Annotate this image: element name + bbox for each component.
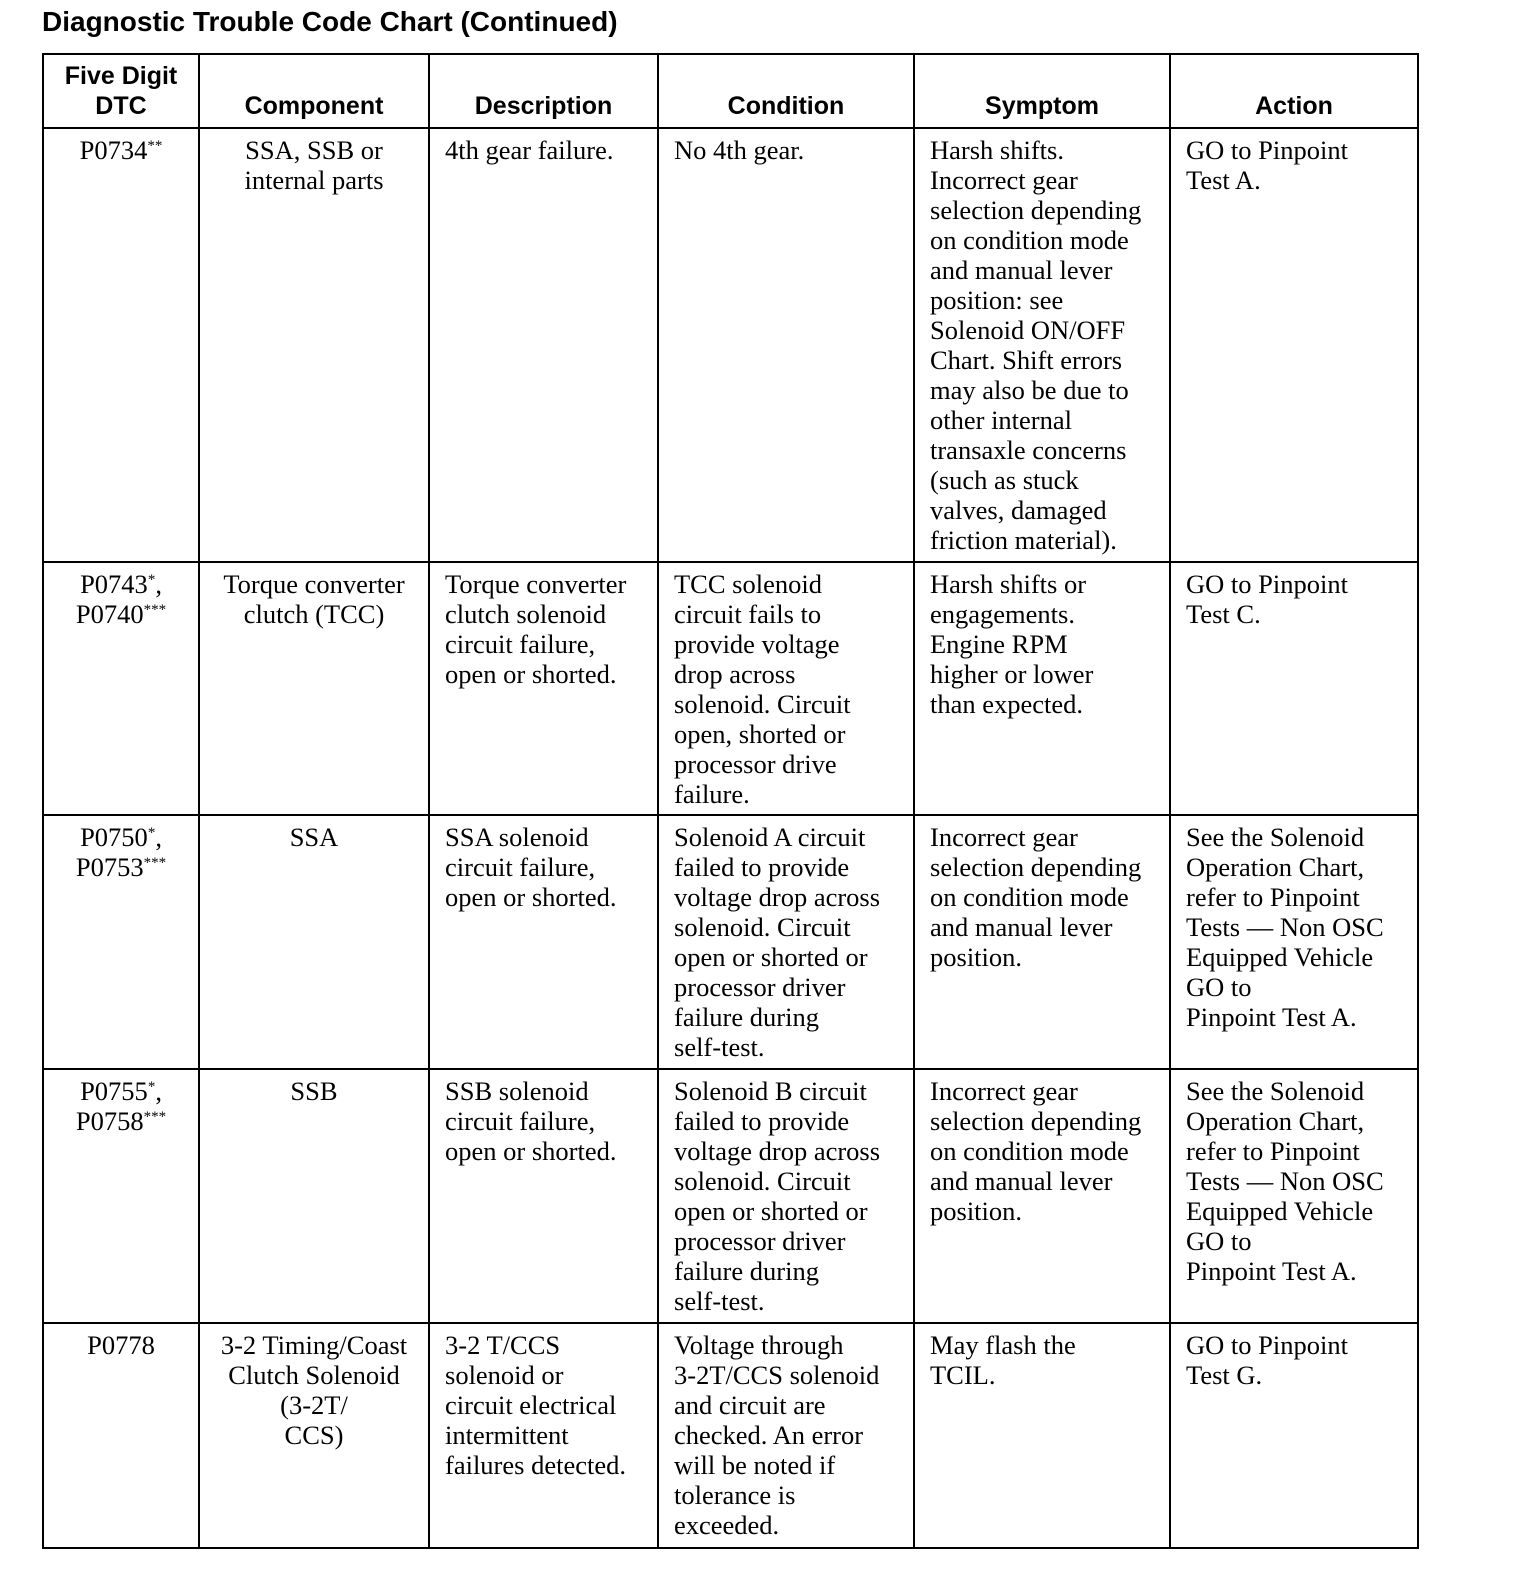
symptom-text: and manual lever [930,255,1113,285]
cell-symptom [914,1323,1170,1548]
condition-text: processor driver [674,1226,846,1256]
condition-text: failure during [674,1256,819,1286]
dtc-table [42,53,1419,1549]
symptom-text: May flash the [930,1330,1076,1360]
symptom-text: TCIL. [930,1360,996,1390]
condition-text: open, shorted or [674,719,846,749]
condition-text: provide voltage [674,629,840,659]
header-condition: Condition [658,54,914,128]
symptom-text: Engine RPM [930,629,1068,659]
condition-text: solenoid. Circuit [674,689,851,719]
cell-dtc [43,815,199,1069]
symptom-text: on condition mode [930,1136,1129,1166]
description-text: 4th gear failure. [445,135,614,165]
condition-text: Solenoid B circuit [674,1076,867,1106]
description-text: open or shorted. [445,1136,617,1166]
description-text: failures detected. [445,1450,626,1480]
symptom-text: transaxle concerns [930,435,1127,465]
cell-symptom [914,815,1170,1069]
cell-condition [658,1069,914,1323]
action-text: Test G. [1186,1360,1263,1390]
action-text: Operation Chart, [1186,1106,1365,1136]
cell-component [199,1323,429,1548]
condition-text: solenoid. Circuit [674,912,851,942]
symptom-text: valves, damaged [930,495,1107,525]
header-symptom: Symptom [914,54,1170,128]
condition-text: self-test. [674,1286,765,1316]
footnote-mark: * [147,1079,156,1095]
component-text: SSB [290,1076,338,1106]
condition-text: No 4th gear. [674,135,805,165]
description-text: open or shorted. [445,882,617,912]
component-text: internal parts [244,165,384,195]
cell-condition [658,562,914,815]
table-row [43,1323,1418,1548]
header-component: Component [199,54,429,128]
cell-dtc [43,1069,199,1323]
symptom-text: position. [930,1196,1023,1226]
footnote-mark: *** [143,1109,167,1125]
component-text: Torque converter [223,569,405,599]
cell-action [1170,815,1418,1069]
cell-action [1170,1069,1418,1323]
symptom-text: selection depending [930,1106,1142,1136]
footnote-mark: * [147,572,156,588]
action-text: Equipped Vehicle [1186,942,1374,972]
condition-text: failed to provide [674,852,850,882]
symptom-text: on condition mode [930,882,1129,912]
condition-text: tolerance is [674,1480,796,1510]
cell-condition [658,815,914,1069]
condition-text: voltage drop across [674,1136,881,1166]
symptom-text: higher or lower [930,659,1094,689]
cell-description [429,562,658,815]
header-row [43,54,1418,128]
description-text: SSB solenoid [445,1076,589,1106]
description-text: circuit electrical [445,1390,617,1420]
table-row [43,1069,1418,1323]
action-text: See the Solenoid [1186,822,1365,852]
description-text: clutch solenoid [445,599,607,629]
symptom-text: Incorrect gear [930,822,1078,852]
description-text: solenoid or [445,1360,564,1390]
condition-text: drop across [674,659,796,689]
symptom-text: selection depending [930,195,1142,225]
cell-description [429,1069,658,1323]
cell-component [199,1069,429,1323]
component-text: SSA, SSB or [245,135,383,165]
description-text: circuit failure, [445,852,596,882]
symptom-text: may also be due to [930,375,1129,405]
action-text: GO to Pinpoint [1186,1330,1348,1360]
condition-text: Voltage through [674,1330,844,1360]
cell-symptom [914,1069,1170,1323]
symptom-text: than expected. [930,689,1084,719]
cell-component [199,128,429,562]
symptom-text: other internal [930,405,1073,435]
cell-condition [658,128,914,562]
description-text: circuit failure, [445,629,596,659]
component-text: SSA [289,822,339,852]
cell-component [199,562,429,815]
condition-text: failure during [674,1002,819,1032]
condition-text: 3-2T/CCS solenoid [674,1360,880,1390]
symptom-text: Incorrect gear [930,165,1078,195]
cell-description [429,128,658,562]
condition-text: will be noted if [674,1450,836,1480]
description-text: intermittent [445,1420,569,1450]
action-text: Test C. [1186,599,1261,629]
action-text: GO to Pinpoint [1186,569,1348,599]
action-text: GO to [1186,1226,1252,1256]
symptom-text: Harsh shifts. [930,135,1064,165]
component-text: (3-2T/ [280,1390,348,1420]
table-row [43,562,1418,815]
table-row [43,128,1418,562]
condition-text: open or shorted or [674,942,868,972]
dtc-code: P0753*** [75,852,167,882]
condition-text: solenoid. Circuit [674,1166,851,1196]
action-text: refer to Pinpoint [1186,882,1360,912]
symptom-text: friction material). [930,525,1117,555]
symptom-text: Incorrect gear [930,1076,1078,1106]
condition-text: circuit fails to [674,599,822,629]
condition-text: and circuit are [674,1390,826,1420]
action-text: Tests — Non OSC [1186,912,1384,942]
cell-action [1170,128,1418,562]
component-text: 3-2 Timing/Coast [220,1330,408,1360]
cell-condition [658,1323,914,1548]
symptom-text: position. [930,942,1023,972]
action-text: Pinpoint Test A. [1186,1002,1357,1032]
description-text: 3-2 T/CCS [445,1330,561,1360]
description-text: SSA solenoid [445,822,589,852]
table-row [43,815,1418,1069]
condition-text: open or shorted or [674,1196,868,1226]
condition-text: self-test. [674,1032,765,1062]
cell-action [1170,1323,1418,1548]
symptom-text: and manual lever [930,912,1113,942]
component-text: clutch (TCC) [243,599,385,629]
symptom-text: and manual lever [930,1166,1113,1196]
action-text: refer to Pinpoint [1186,1136,1360,1166]
symptom-text: selection depending [930,852,1142,882]
action-text: Tests — Non OSC [1186,1166,1384,1196]
dtc-code: P0743*, [80,569,162,599]
action-text: GO to Pinpoint [1186,135,1348,165]
action-text: Operation Chart, [1186,852,1365,882]
action-text: Test A. [1186,165,1261,195]
action-text: Pinpoint Test A. [1186,1256,1357,1286]
cell-symptom [914,128,1170,562]
cell-action [1170,562,1418,815]
cell-dtc [43,1323,199,1548]
description-text: circuit failure, [445,1106,596,1136]
cell-dtc [43,128,199,562]
symptom-text: Harsh shifts or [930,569,1087,599]
header-description: Description [429,54,658,128]
condition-text: processor driver [674,972,846,1002]
component-text: CCS) [284,1420,344,1450]
symptom-text: Chart. Shift errors [930,345,1123,375]
page-title: Diagnostic Trouble Code Chart (Continued) [42,6,618,37]
symptom-text: on condition mode [930,225,1129,255]
component-text: Clutch Solenoid [228,1360,400,1390]
condition-text: voltage drop across [674,882,881,912]
cell-component [199,815,429,1069]
dtc-code: P0734** [79,135,163,165]
symptom-text: position: see [930,285,1064,315]
condition-text: processor drive [674,749,837,779]
action-text: Equipped Vehicle [1186,1196,1374,1226]
footnote-mark: * [147,825,156,841]
dtc-code: P0755*, [80,1076,162,1106]
dtc-code: P0778 [87,1330,155,1360]
condition-text: TCC solenoid [674,569,822,599]
footnote-mark: *** [143,855,167,871]
cell-dtc [43,562,199,815]
action-text: GO to [1186,972,1252,1002]
symptom-text: Solenoid ON/OFF [930,315,1126,345]
symptom-text: (such as stuck [930,465,1079,495]
condition-text: Solenoid A circuit [674,822,866,852]
dtc-code: P0758*** [75,1106,167,1136]
condition-text: failure. [674,779,750,809]
description-text: open or shorted. [445,659,617,689]
description-text: Torque converter [445,569,627,599]
symptom-text: engagements. [930,599,1075,629]
header-dtc: Five Digit DTC [43,54,199,128]
condition-text: exceeded. [674,1510,780,1540]
condition-text: checked. An error [674,1420,864,1450]
footnote-mark: ** [147,138,163,154]
dtc-code: P0740*** [75,599,167,629]
condition-text: failed to provide [674,1106,850,1136]
header-action: Action [1170,54,1418,128]
footnote-mark: *** [143,602,167,618]
action-text: See the Solenoid [1186,1076,1365,1106]
cell-description [429,1323,658,1548]
dtc-code: P0750*, [80,822,162,852]
cell-description [429,815,658,1069]
cell-symptom [914,562,1170,815]
